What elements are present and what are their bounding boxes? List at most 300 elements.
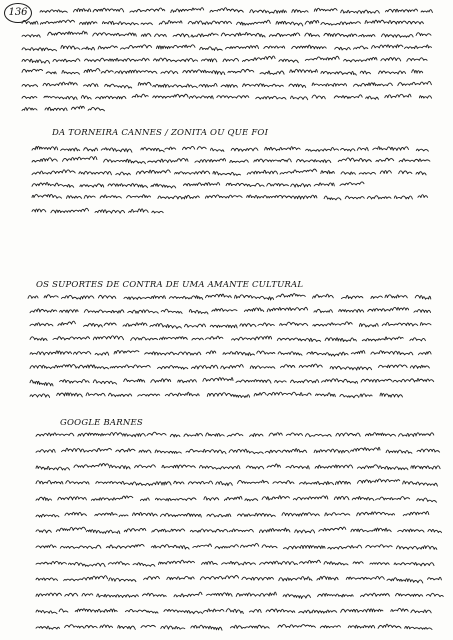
handwritten-word	[397, 546, 437, 550]
handwritten-word	[370, 563, 389, 565]
handwritten-word	[148, 158, 189, 162]
handwritten-word	[254, 392, 266, 396]
handwritten-word	[190, 529, 228, 532]
handwritten-word	[357, 479, 399, 483]
handwritten-word	[193, 544, 212, 548]
handwritten-word	[138, 394, 160, 396]
handwritten-word	[250, 10, 287, 14]
handwritten-word	[235, 295, 274, 300]
handwritten-word	[22, 48, 57, 51]
handwritten-word	[244, 308, 263, 312]
handwritten-word	[76, 365, 109, 369]
section-heading-3	[60, 418, 160, 428]
handwritten-word	[64, 184, 74, 187]
handwritten-word	[299, 364, 322, 367]
handwritten-word	[243, 56, 276, 61]
handwritten-word	[114, 350, 139, 353]
handwritten-word	[30, 380, 53, 386]
handwritten-word	[65, 593, 78, 596]
handwritten-word	[207, 393, 249, 398]
handwritten-word	[264, 46, 285, 48]
handwritten-word	[317, 576, 338, 580]
handwritten-word	[276, 21, 303, 26]
handwritten-word	[286, 433, 302, 436]
handwritten-word	[376, 158, 394, 161]
handwritten-word	[260, 561, 298, 564]
page-number: 136	[4, 3, 32, 23]
handwritten-word	[262, 496, 289, 500]
handwritten-word	[267, 183, 289, 186]
handwritten-word	[84, 310, 124, 314]
handwritten-word	[353, 46, 367, 49]
handwritten-word	[324, 33, 357, 37]
handwritten-word	[293, 496, 328, 500]
handwritten-word	[22, 20, 38, 24]
handwritten-word	[399, 159, 430, 162]
handwritten-word	[75, 609, 117, 613]
handwritten-word	[30, 365, 76, 369]
handwritten-word	[159, 21, 182, 25]
handwritten-word	[405, 626, 432, 629]
handwritten-word	[229, 529, 253, 532]
handwritten-word	[232, 336, 272, 340]
handwritten-word	[419, 96, 431, 98]
handwritten-word	[254, 159, 291, 162]
handwritten-word	[30, 394, 50, 397]
handwritten-word	[195, 158, 226, 162]
handwritten-word	[36, 514, 59, 517]
handwritten-word	[36, 466, 70, 470]
handwritten-word	[230, 625, 269, 628]
handwritten-word	[312, 95, 325, 99]
handwritten-word	[178, 380, 197, 383]
handwritten-word	[95, 512, 117, 515]
handwritten-word	[236, 592, 276, 596]
handwritten-word	[299, 482, 333, 485]
handwritten-word	[140, 498, 149, 501]
handwritten-word	[325, 338, 356, 342]
handwritten-word	[385, 295, 407, 298]
handwritten-word	[225, 45, 258, 49]
handwritten-word	[361, 379, 392, 382]
handwritten-word	[104, 159, 146, 164]
handwritten-word	[93, 380, 116, 384]
handwritten-word	[416, 149, 428, 151]
handwritten-word	[366, 96, 379, 99]
handwritten-word	[213, 171, 241, 175]
handwritten-word	[183, 146, 195, 149]
handwritten-word	[22, 108, 37, 111]
handwritten-word	[362, 337, 403, 341]
handwritten-word	[328, 545, 362, 549]
handwritten-word	[151, 184, 176, 188]
handwritten-word	[210, 148, 224, 151]
handwritten-word	[314, 183, 334, 186]
handwritten-word	[116, 172, 131, 175]
handwritten-word	[379, 466, 408, 470]
handwritten-word	[60, 380, 89, 384]
handwritten-word	[207, 514, 231, 517]
handwritten-word	[353, 83, 392, 87]
handwritten-word	[65, 625, 84, 628]
handwritten-word	[93, 33, 137, 36]
handwritten-word	[192, 338, 203, 340]
handwritten-word	[381, 58, 401, 61]
handwritten-word	[256, 96, 286, 99]
handwritten-word	[319, 527, 346, 531]
handwritten-word	[418, 351, 431, 354]
handwritten-word	[102, 21, 138, 25]
handwritten-word	[173, 34, 189, 37]
handwritten-word	[410, 365, 429, 368]
handwritten-word	[85, 626, 97, 628]
handwritten-word	[416, 172, 426, 175]
handwritten-word	[394, 563, 434, 566]
handwritten-word	[36, 530, 51, 533]
handwritten-word	[191, 365, 217, 369]
handwritten-word	[60, 310, 79, 313]
handwritten-word	[305, 434, 331, 437]
handwritten-word	[318, 594, 354, 597]
section-heading-3-text: GOOGLE BARNES	[60, 418, 143, 428]
handwritten-word	[159, 560, 195, 564]
handwritten-word	[365, 433, 395, 436]
handwritten-word	[269, 433, 282, 436]
handwritten-word	[84, 148, 98, 151]
handwritten-word	[236, 380, 271, 384]
handwritten-word	[412, 70, 423, 74]
section-heading-1	[52, 128, 382, 138]
handwritten-word	[268, 392, 312, 396]
handwritten-word	[305, 56, 339, 60]
handwritten-word	[267, 307, 307, 311]
handwritten-word	[341, 10, 380, 14]
handwritten-word	[74, 9, 91, 12]
handwritten-word	[188, 481, 212, 484]
handwritten-word	[357, 512, 395, 516]
handwritten-word	[291, 380, 319, 383]
handwritten-word	[161, 71, 178, 74]
handwritten-word	[250, 366, 275, 369]
handwritten-word	[73, 352, 90, 355]
handwritten-word	[139, 450, 151, 453]
handwritten-word	[266, 609, 295, 613]
handwritten-word	[338, 158, 371, 162]
handwritten-word	[169, 296, 203, 300]
section-heading-1-text: DA TORNEIRA CANNES / ZONITA OU QUE FOI	[52, 128, 269, 138]
handwritten-word	[416, 33, 431, 36]
handwritten-word	[376, 497, 410, 500]
handwritten-word	[278, 352, 302, 356]
handwritten-word	[223, 351, 255, 355]
handwritten-word	[98, 295, 115, 298]
handwritten-word	[210, 325, 237, 328]
handwritten-word	[407, 21, 423, 24]
handwritten-word	[155, 498, 196, 501]
handwritten-word	[32, 209, 46, 212]
handwritten-word	[127, 195, 151, 198]
handwritten-word	[230, 160, 249, 163]
handwritten-word	[330, 366, 371, 370]
handwritten-word	[257, 351, 275, 354]
handwritten-word	[132, 94, 148, 97]
handwritten-word	[141, 625, 155, 627]
handwritten-word	[32, 158, 57, 162]
handwritten-word	[215, 545, 238, 549]
handwritten-word	[351, 351, 365, 354]
handwritten-word	[61, 45, 80, 49]
handwritten-word	[128, 310, 159, 313]
handwritten-word	[279, 59, 298, 62]
handwritten-word	[48, 31, 88, 35]
handwritten-word	[65, 512, 87, 515]
handwritten-word	[277, 338, 320, 342]
handwritten-word	[221, 365, 244, 369]
handwritten-word	[155, 34, 167, 37]
handwritten-word	[101, 148, 132, 152]
handwritten-word	[204, 497, 219, 501]
handwritten-word	[228, 69, 254, 73]
handwritten-word	[120, 45, 151, 49]
handwritten-word	[341, 148, 355, 151]
handwritten-word	[108, 562, 129, 565]
handwritten-word	[133, 563, 155, 567]
handwritten-word	[316, 393, 336, 397]
handwritten-word	[95, 210, 125, 213]
handwritten-word	[380, 393, 403, 397]
handwritten-word	[162, 465, 195, 468]
handwritten-word	[118, 625, 136, 629]
handwritten-word	[66, 481, 89, 484]
handwritten-word	[84, 195, 95, 198]
handwritten-word	[259, 528, 290, 532]
handwritten-word	[398, 529, 424, 532]
handwritten-word	[290, 69, 318, 72]
handwritten-word	[30, 337, 47, 341]
handwritten-word	[91, 496, 132, 501]
handwritten-word	[321, 171, 335, 174]
handwritten-word	[36, 593, 62, 596]
handwritten-word	[372, 45, 403, 49]
handwritten-word	[321, 22, 361, 26]
handwritten-word	[267, 464, 280, 468]
handwritten-word	[63, 157, 97, 162]
handwritten-word	[141, 148, 164, 152]
handwritten-word	[353, 562, 363, 564]
handwritten-word	[365, 20, 406, 24]
handwritten-word	[147, 432, 166, 435]
handwritten-word	[40, 10, 67, 13]
section-heading-2	[36, 280, 416, 290]
handwritten-word	[410, 338, 425, 341]
handwritten-word	[80, 22, 98, 25]
handwritten-word	[80, 184, 104, 187]
handwritten-word	[135, 465, 156, 468]
handwritten-word	[292, 10, 308, 13]
handwritten-word	[341, 609, 383, 612]
handwritten-word	[335, 481, 350, 484]
handwritten-word	[151, 379, 171, 383]
handwritten-word	[418, 195, 428, 198]
handwritten-word	[151, 296, 165, 299]
handwritten-word	[411, 466, 440, 469]
handwritten-word	[30, 351, 72, 355]
handwritten-word	[373, 147, 386, 150]
handwritten-word	[30, 323, 53, 326]
handwritten-word	[345, 196, 364, 199]
handwritten-word	[36, 561, 67, 564]
handwritten-word	[250, 433, 263, 436]
handwritten-word	[407, 58, 427, 62]
handwritten-word	[403, 481, 438, 486]
handwritten-word	[306, 148, 339, 152]
handwritten-word	[240, 543, 258, 547]
handwritten-word	[22, 35, 40, 38]
handwritten-word	[280, 322, 308, 326]
handwritten-word	[428, 577, 442, 580]
handwritten-word	[222, 561, 256, 564]
handwritten-word	[405, 45, 432, 49]
handwritten-word	[40, 20, 74, 24]
handwritten-word	[292, 45, 326, 49]
handwritten-word	[336, 433, 360, 436]
handwritten-word	[124, 528, 145, 531]
handwritten-word	[240, 324, 256, 327]
handwritten-word	[260, 71, 284, 75]
handwritten-word	[205, 195, 242, 198]
handwritten-word	[357, 148, 368, 151]
handwritten-word	[200, 47, 223, 51]
handwritten-word	[100, 625, 113, 628]
handwritten-word	[97, 448, 111, 451]
handwritten-word	[22, 59, 50, 63]
handwritten-word	[221, 32, 265, 37]
handwritten-word	[200, 576, 238, 580]
handwritten-word	[45, 107, 67, 110]
handwritten-word	[115, 70, 157, 74]
handwritten-word	[98, 46, 117, 49]
handwritten-word	[387, 147, 409, 151]
handwritten-word	[44, 295, 58, 298]
handwritten-word	[382, 322, 418, 326]
handwritten-word	[67, 196, 82, 199]
handwritten-word	[312, 83, 347, 86]
handwritten-word	[305, 33, 320, 37]
handwritten-word	[313, 294, 334, 298]
handwritten-word	[299, 610, 337, 613]
handwritten-word	[265, 450, 281, 453]
handwritten-word	[226, 183, 264, 186]
handwritten-word	[346, 576, 384, 579]
handwritten-word	[59, 609, 68, 612]
handwritten-word	[153, 84, 197, 88]
handwritten-word	[258, 323, 274, 326]
handwritten-word	[109, 393, 132, 396]
handwritten-word	[249, 609, 261, 612]
handwritten-word	[165, 392, 199, 396]
handwritten-word	[379, 71, 406, 74]
handwritten-word	[276, 294, 305, 298]
handwritten-word	[352, 496, 374, 500]
handwritten-word	[359, 172, 375, 174]
handwritten-word	[32, 182, 63, 186]
handwritten-word	[133, 512, 158, 516]
handwritten-word	[61, 148, 80, 151]
handwritten-word	[86, 530, 119, 534]
handwritten-word	[399, 171, 412, 174]
handwritten-word	[82, 593, 93, 596]
handwritten-word	[157, 45, 196, 49]
handwritten-word	[170, 434, 180, 437]
handwritten-word	[339, 309, 364, 312]
handwritten-word	[291, 184, 311, 187]
handwritten-word	[262, 545, 277, 548]
handwritten-word	[32, 170, 75, 175]
handwritten-word	[119, 515, 128, 517]
handwritten-word	[153, 94, 188, 98]
handwritten-word	[130, 8, 165, 12]
handwritten-word	[86, 393, 105, 396]
handwritten-word	[36, 497, 52, 501]
handwritten-word	[36, 578, 58, 581]
handwritten-word	[242, 577, 274, 580]
handwritten-word	[226, 609, 243, 614]
handwritten-word	[324, 562, 348, 565]
handwritten-word	[399, 433, 434, 437]
handwritten-word	[247, 170, 277, 174]
handwritten-word	[186, 449, 226, 453]
handwritten-word	[68, 562, 105, 566]
handwritten-word	[152, 211, 163, 213]
handwritten-word	[299, 560, 320, 563]
handwritten-word	[315, 465, 353, 468]
handwritten-word	[110, 365, 150, 368]
handwritten-word	[36, 449, 55, 452]
handwritten-word	[155, 450, 181, 453]
handwritten-word	[282, 513, 319, 516]
handwritten-word	[171, 8, 204, 13]
handwritten-word	[93, 8, 124, 12]
handwritten-word	[110, 465, 131, 469]
handwritten-word	[36, 545, 56, 548]
handwritten-word	[32, 146, 58, 150]
handwritten-word	[183, 70, 225, 75]
handwritten-word	[357, 465, 378, 469]
handwritten-word	[282, 195, 317, 199]
handwritten-word	[341, 295, 363, 298]
handwritten-word	[191, 625, 222, 630]
handwritten-word	[206, 433, 225, 436]
handwritten-word	[385, 94, 411, 98]
handwritten-word	[161, 309, 182, 313]
handwritten-word	[152, 529, 170, 532]
handwritten-word	[368, 307, 409, 311]
handwritten-word	[279, 577, 312, 581]
handwritten-word	[231, 148, 258, 151]
handwritten-word	[314, 449, 349, 453]
handwritten-word	[280, 169, 317, 174]
section-heading-2-text: OS SUPORTES DE CONTRA DE UMA AMANTE CULTURAL	[36, 280, 304, 290]
handwritten-word	[109, 578, 136, 582]
handwritten-word	[174, 481, 184, 484]
handwritten-word	[324, 196, 341, 200]
handwritten-word	[184, 433, 203, 436]
handwritten-word	[22, 84, 38, 86]
handwritten-word	[340, 394, 359, 397]
handwritten-word	[154, 58, 198, 62]
handwritten-word	[351, 447, 381, 451]
handwritten-word	[43, 82, 77, 86]
